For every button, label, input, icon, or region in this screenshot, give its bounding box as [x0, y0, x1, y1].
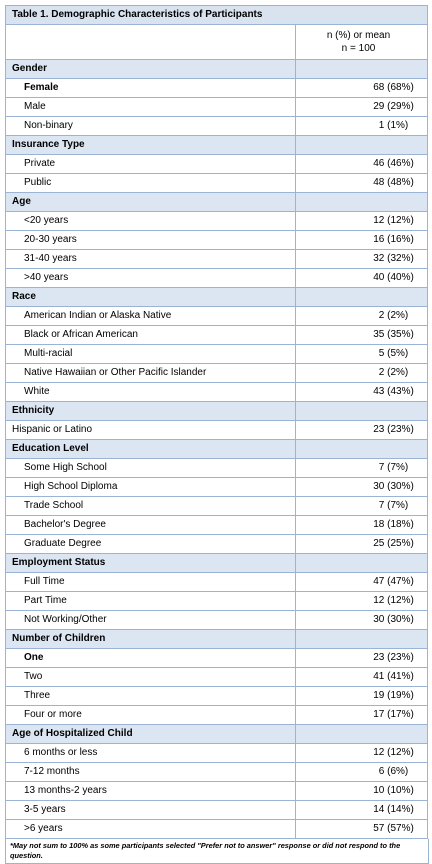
table-row: [6, 174, 428, 193]
table-row: [6, 668, 428, 687]
section-header-value: [296, 725, 428, 744]
table-title: Table 1. Demographic Characteristics of Participants: [6, 6, 428, 25]
row-label: Trade School: [6, 497, 296, 516]
row-value: 46 (46%): [296, 155, 428, 174]
row-value: 1 (1%): [296, 117, 428, 136]
row-label: Non-binary: [6, 117, 296, 136]
row-value: 12 (12%): [296, 212, 428, 231]
section-header-value: [296, 136, 428, 155]
section-header-value: [296, 440, 428, 459]
row-value: 2 (2%): [296, 364, 428, 383]
row-label: White: [6, 383, 296, 402]
table-row: [6, 383, 428, 402]
table-row: [6, 592, 428, 611]
row-label: Female: [6, 79, 296, 98]
section-header: Race: [6, 288, 296, 307]
section-header-value: [296, 60, 428, 79]
section-header-row: [6, 288, 428, 307]
row-label: One: [6, 649, 296, 668]
section-header: Age of Hospitalized Child: [6, 725, 296, 744]
section-header-row: [6, 60, 428, 79]
demographics-table: [5, 5, 428, 839]
table-row: [6, 231, 428, 250]
row-label: >40 years: [6, 269, 296, 288]
row-value: 47 (47%): [296, 573, 428, 592]
section-header: Age: [6, 193, 296, 212]
section-header-row: [6, 725, 428, 744]
row-label: 31-40 years: [6, 250, 296, 269]
row-label: Three: [6, 687, 296, 706]
section-header-row: [6, 554, 428, 573]
row-label: >6 years: [6, 820, 296, 839]
table-row: [6, 706, 428, 725]
row-value: 23 (23%): [296, 421, 428, 440]
demographics-table-container: [5, 5, 427, 864]
table-row: [6, 326, 428, 345]
column-header-label: [6, 25, 296, 60]
row-label: Native Hawaiian or Other Pacific Islander: [6, 364, 296, 383]
row-value: 23 (23%): [296, 649, 428, 668]
section-header: Education Level: [6, 440, 296, 459]
row-label: Graduate Degree: [6, 535, 296, 554]
row-label: Part Time: [6, 592, 296, 611]
row-value: 14 (14%): [296, 801, 428, 820]
section-header-row: [6, 440, 428, 459]
row-value: 12 (12%): [296, 744, 428, 763]
row-value: 25 (25%): [296, 535, 428, 554]
row-value: 32 (32%): [296, 250, 428, 269]
section-header-value: [296, 554, 428, 573]
table-row: [6, 516, 428, 535]
row-value: 48 (48%): [296, 174, 428, 193]
row-value: 5 (5%): [296, 345, 428, 364]
row-value: 19 (19%): [296, 687, 428, 706]
row-label: Private: [6, 155, 296, 174]
row-label: Public: [6, 174, 296, 193]
column-header-line1: n (%) or mean: [326, 30, 391, 41]
table-row: [6, 687, 428, 706]
row-value: 43 (43%): [296, 383, 428, 402]
row-value: 41 (41%): [296, 668, 428, 687]
row-label: Full Time: [6, 573, 296, 592]
column-header-line2: n = 100: [341, 43, 376, 54]
column-header-value: [296, 25, 428, 60]
table-row: [6, 649, 428, 668]
row-value: 68 (68%): [296, 79, 428, 98]
table-row: [6, 212, 428, 231]
table-row: [6, 421, 428, 440]
row-label: 20-30 years: [6, 231, 296, 250]
row-label: High School Diploma: [6, 478, 296, 497]
row-value: 16 (16%): [296, 231, 428, 250]
row-value: 57 (57%): [296, 820, 428, 839]
row-label: Bachelor's Degree: [6, 516, 296, 535]
row-value: 18 (18%): [296, 516, 428, 535]
row-label: Male: [6, 98, 296, 117]
section-header-value: [296, 288, 428, 307]
section-header: Insurance Type: [6, 136, 296, 155]
row-value: 12 (12%): [296, 592, 428, 611]
table-row: [6, 98, 428, 117]
table-row: [6, 744, 428, 763]
row-label: Two: [6, 668, 296, 687]
row-value: 30 (30%): [296, 611, 428, 630]
column-header-row: [6, 25, 428, 60]
section-header-value: [296, 402, 428, 421]
row-value: 40 (40%): [296, 269, 428, 288]
row-value: 10 (10%): [296, 782, 428, 801]
table-row: [6, 155, 428, 174]
table-row: [6, 535, 428, 554]
row-label: Hispanic or Latino: [6, 421, 296, 440]
table-footnote: *May not sum to 100% as some participants selected "Prefer not to answer" response or did not respond to the question.: [5, 839, 429, 864]
row-value: 7 (7%): [296, 497, 428, 516]
row-value: 6 (6%): [296, 763, 428, 782]
section-header-row: [6, 402, 428, 421]
table-row: [6, 269, 428, 288]
table-row: [6, 250, 428, 269]
table-row: [6, 497, 428, 516]
table-row: [6, 307, 428, 326]
row-label: Multi-racial: [6, 345, 296, 364]
table-row: [6, 782, 428, 801]
row-label: 3-5 years: [6, 801, 296, 820]
table-row: [6, 801, 428, 820]
table-row: [6, 611, 428, 630]
row-value: 35 (35%): [296, 326, 428, 345]
row-label: <20 years: [6, 212, 296, 231]
row-label: Not Working/Other: [6, 611, 296, 630]
section-header-value: [296, 630, 428, 649]
row-label: American Indian or Alaska Native: [6, 307, 296, 326]
table-row: [6, 364, 428, 383]
table-row: [6, 459, 428, 478]
table-row: [6, 79, 428, 98]
row-value: 2 (2%): [296, 307, 428, 326]
section-header-row: [6, 136, 428, 155]
row-value: 7 (7%): [296, 459, 428, 478]
section-header: Gender: [6, 60, 296, 79]
section-header-row: [6, 630, 428, 649]
section-header-row: [6, 193, 428, 212]
row-label: 7-12 months: [6, 763, 296, 782]
row-label: 6 months or less: [6, 744, 296, 763]
table-title-row: [6, 6, 428, 25]
row-label: Four or more: [6, 706, 296, 725]
table-body: [6, 6, 428, 839]
table-row: [6, 117, 428, 136]
table-row: [6, 573, 428, 592]
row-label: Black or African American: [6, 326, 296, 345]
section-header: Number of Children: [6, 630, 296, 649]
section-header: Ethnicity: [6, 402, 296, 421]
table-row: [6, 763, 428, 782]
row-value: 17 (17%): [296, 706, 428, 725]
table-row: [6, 478, 428, 497]
row-value: 29 (29%): [296, 98, 428, 117]
section-header-value: [296, 193, 428, 212]
row-label: 13 months-2 years: [6, 782, 296, 801]
section-header: Employment Status: [6, 554, 296, 573]
table-row: [6, 820, 428, 839]
table-row: [6, 345, 428, 364]
row-value: 30 (30%): [296, 478, 428, 497]
row-label: Some High School: [6, 459, 296, 478]
